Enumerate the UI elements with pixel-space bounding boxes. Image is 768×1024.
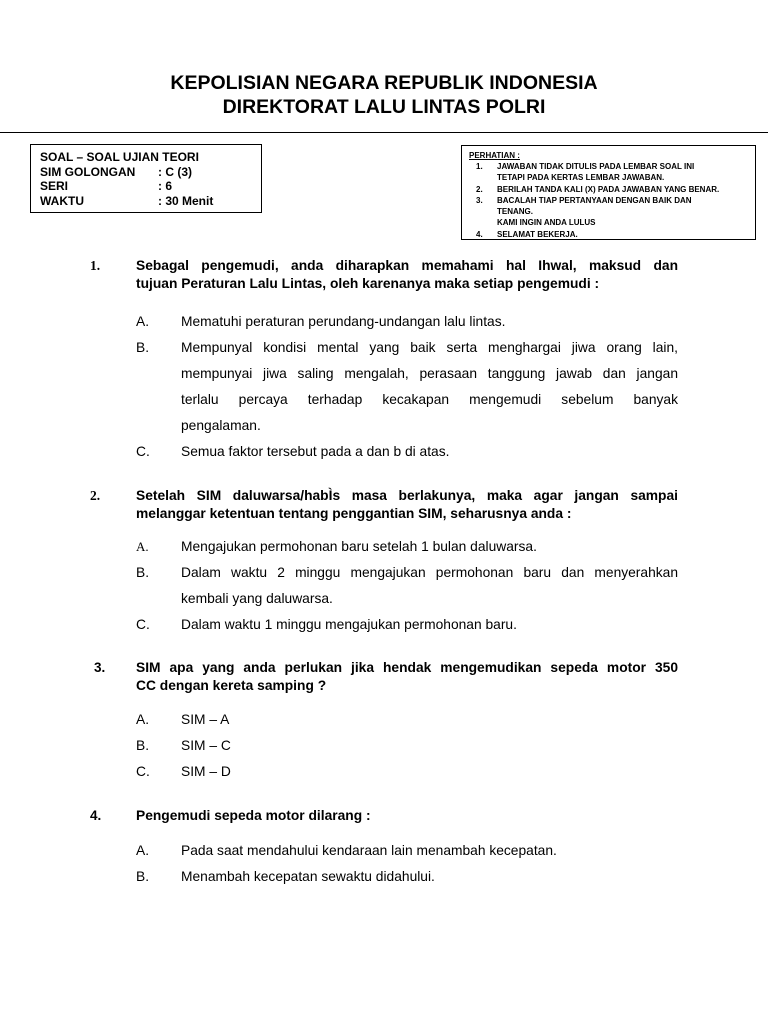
notice-number: 4.	[476, 229, 483, 239]
option-letter: C.	[136, 444, 150, 459]
question-text	[136, 257, 678, 293]
info-label: WAKTU	[40, 193, 84, 208]
question-line: SIM apa yang anda perlukan jika hendak mengemudikan sepeda motor 350	[136, 660, 678, 675]
option-letter: B.	[136, 869, 150, 884]
question-text	[136, 487, 678, 523]
option-line: SIM – A	[181, 712, 230, 727]
option-line: Dalam waktu 2 minggu mengajukan permohonan baru dan menyerahkan	[181, 565, 678, 580]
option-line: pengalaman.	[181, 418, 261, 433]
exam-info-box	[30, 144, 262, 213]
page-title-line-2: DIREKTORAT LALU LINTAS POLRI	[222, 96, 546, 118]
info-label: SERI	[40, 179, 69, 193]
header-divider	[0, 132, 768, 133]
question-line: Sebagal pengemudi, anda diharapkan memahami hal Ihwal, maksud dan	[136, 258, 678, 273]
question-line: Pengemudi sepeda motor dilarang :	[136, 808, 371, 823]
notice-row	[469, 206, 755, 217]
question-number: 2.	[90, 488, 101, 503]
option-line: SIM – C	[181, 738, 231, 753]
notice-number: 1.	[476, 162, 483, 171]
notice-text: JAWABAN TIDAK DITULIS PADA LEMBAR SOAL INI	[497, 162, 695, 171]
question-text	[136, 807, 678, 825]
notice-text: TETAPI PADA KERTAS LEMBAR JAWABAN.	[497, 173, 665, 183]
notice-row	[469, 161, 755, 172]
info-value: : 6	[158, 179, 173, 193]
question-number: 1.	[90, 258, 101, 273]
info-label: SOAL – SOAL UJIAN TEORI	[40, 150, 199, 164]
option-letter: C.	[136, 617, 150, 632]
notice-text: KAMI INGIN ANDA LULUS	[497, 218, 596, 228]
notice-text: BACALAH TIAP PERTANYAAN DENGAN BAIK DAN	[497, 195, 692, 205]
info-label: SIM GOLONGAN	[40, 164, 136, 179]
option-line: Mengajukan permohonan baru setelah 1 bulan daluwarsa.	[181, 539, 537, 554]
info-row	[40, 179, 261, 194]
notice-text: BERILAH TANDA KALI (X) PADA JAWABAN YANG BENAR.	[497, 184, 720, 194]
option-line: Dalam waktu 1 minggu mengajukan permohonan baru.	[181, 617, 517, 632]
option-line: Menambah kecepatan sewaktu didahului.	[181, 869, 435, 884]
notice-row	[469, 195, 755, 206]
info-row	[40, 165, 261, 180]
option-letter: A.	[136, 314, 150, 329]
notice-row	[469, 184, 755, 195]
notice-box	[461, 145, 756, 240]
question-number: 3.	[94, 660, 106, 675]
notice-title: PERHATIAN :	[469, 151, 520, 160]
info-value: : 30 Menit	[158, 193, 214, 208]
question-number: 4.	[90, 808, 102, 823]
info-row	[40, 194, 261, 209]
info-value: : C (3)	[158, 164, 192, 179]
option-letter: B.	[136, 738, 150, 753]
question-line: CC dengan kereta samping ?	[136, 678, 327, 693]
notice-number: 3.	[476, 195, 483, 205]
page-title-line-1: KEPOLISIAN NEGARA REPUBLIK INDONESIA	[170, 72, 598, 94]
option-line: kembali yang daluwarsa.	[181, 591, 333, 606]
notice-text: TENANG.	[497, 207, 533, 217]
option-line: terlalu percaya terhadap kecakapan mengemudi sebelum banyak	[181, 392, 678, 407]
notice-row	[469, 229, 755, 240]
info-row	[40, 150, 261, 165]
option-line: Pada saat mendahului kendaraan lain menambah kecepatan.	[181, 843, 557, 858]
option-letter: A.	[136, 712, 150, 727]
option-line: Mematuhi peraturan perundang-undangan lalu lintas.	[181, 314, 506, 329]
question-line: tujuan Peraturan Lalu Lintas, oleh karenanya maka setiap pengemudi :	[136, 276, 600, 291]
notice-number: 2.	[476, 184, 483, 194]
option-letter: B.	[136, 565, 150, 580]
notice-row	[469, 217, 755, 228]
question-text	[136, 659, 678, 695]
question-line: Setelah SIM daluwarsa/habÌs masa berlakunya, maka agar jangan sampai	[136, 488, 678, 503]
option-letter: A.	[136, 539, 149, 554]
notice-row	[469, 172, 755, 183]
option-line: Semua faktor tersebut pada a dan b di atas.	[181, 444, 450, 459]
option-line: Mempunyal kondisi mental yang baik serta menghargai jiwa orang lain,	[181, 340, 678, 355]
option-line: mempunyai jiwa saling mengalah, perasaan tanggung jawab dan jangan	[181, 366, 678, 381]
notice-text: SELAMAT BEKERJA.	[497, 229, 578, 239]
option-letter: B.	[136, 340, 150, 355]
option-line: SIM – D	[181, 764, 231, 779]
question-line: melanggar ketentuan tentang penggantian SIM, seharusnya anda :	[136, 506, 572, 521]
option-letter: C.	[136, 764, 150, 779]
option-letter: A.	[136, 843, 150, 858]
